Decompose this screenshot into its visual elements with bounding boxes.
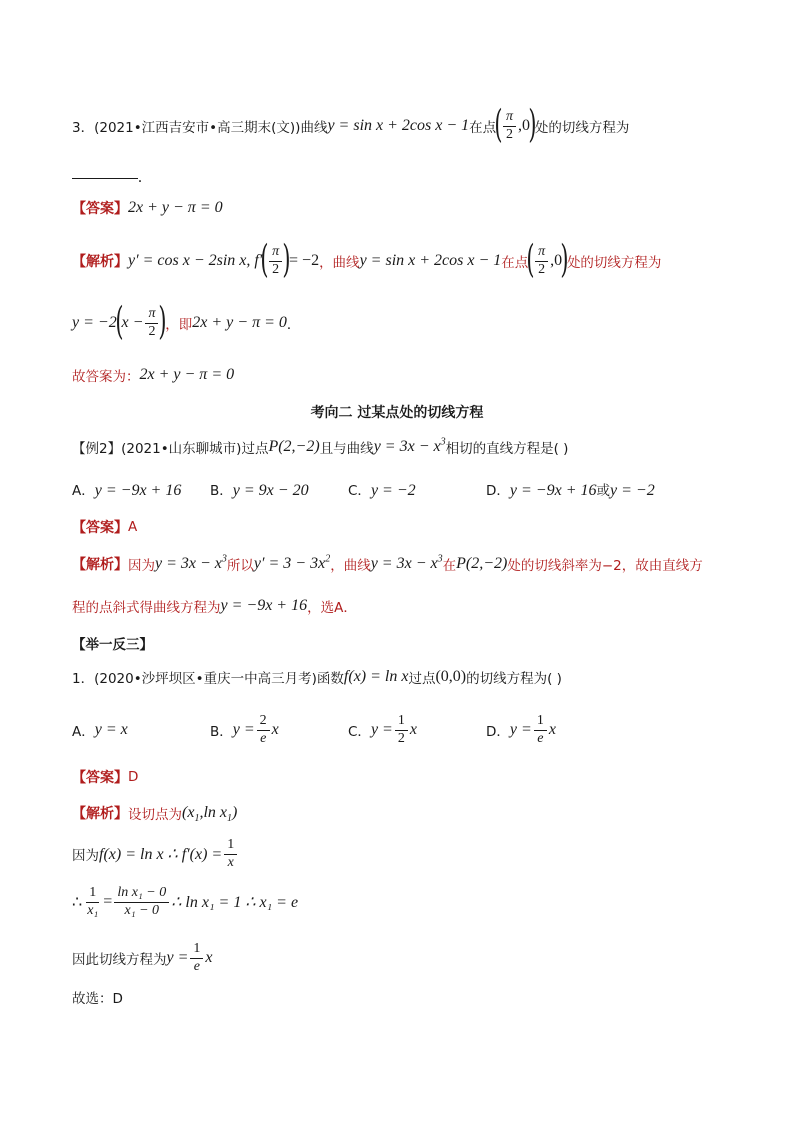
function-equation: f(x) = ln x [343,668,409,685]
section-title: 考向二 过某点处的切线方程 [310,405,484,421]
fraction: $\frac{1}{\text{x₁}}$ [87,884,99,918]
conclusion-text: 故答案为： [72,369,140,385]
equation: y = [166,949,189,966]
answer-q1 [72,766,734,788]
question-text: 函数 [316,671,344,687]
point-rest: ,0 [518,117,530,134]
fraction: $\frac{\pi}{2}$ [145,307,158,339]
variable: x [205,949,213,966]
option-a[interactable]: A． y = x [72,721,128,740]
left-paren: ( [260,237,269,281]
solution-3-line-1 [72,238,734,284]
answer-blank-line [72,168,734,188]
option-c[interactable]: C．y = −2 [348,481,416,499]
solution-text: 因为 [72,848,99,864]
solution-q1-line-4 [72,938,734,978]
practice-heading: 【举一反三】 [72,637,153,653]
solution-text: ，即 [165,317,193,333]
option-d[interactable]: D． y = $\frac{1}{e}$ x [486,712,556,746]
solution-text: ，曲线 [330,558,371,574]
period: . [138,169,142,186]
fraction: $\frac{\pi}{2}$ [269,245,282,277]
fraction: $\frac{1}{e}$ [190,942,203,974]
solution-ex2-line-2 [72,594,734,618]
answer-value: A [128,519,138,535]
therefore-symbol: ∴ [72,894,83,911]
tangent-point: ($x_1,\ln$ $x_1$) [182,804,238,825]
left-paren: ( [494,102,503,146]
point: P(2,−2) [456,555,508,572]
solution-text: ，曲线 [319,255,360,271]
question-number: 1． [72,671,95,687]
conclusion-3 [72,364,734,386]
point: (0,0) [435,668,467,685]
equation: y = −9x + 16 [220,597,308,614]
solution-text: 在 [442,558,457,574]
expression: x − [121,314,144,331]
question-number: 3． [72,120,95,136]
right-paren: ) [282,237,291,281]
answer-3 [72,197,734,219]
equation: $y = 3x - x^3$ [155,553,227,572]
example-2-options [72,478,734,500]
fraction: $\frac{1}{x}$ [224,838,237,870]
option-d[interactable]: D．y = −9x + 16或y = −2 [486,481,655,499]
solution-text: 因此切线方程为 [72,952,167,968]
question-text: 的切线方程为( ) [466,671,562,687]
final-choice: 故选：D [72,991,123,1007]
solution-text: 设切点为 [128,807,182,823]
curve-equation: $y = 3x - x^3$ [373,436,446,455]
option-c[interactable]: C． y = $\frac{1}{2}$ x [348,712,417,746]
question-text: 在点 [469,120,497,136]
solution-text: 处的切线方程为 [566,255,662,271]
solution-text: 处的切线斜率为−2，故由直线方 [507,558,703,574]
question-3 [72,104,734,148]
right-paren: ) [158,299,167,343]
solution-ex2-line-1 [72,552,734,576]
solution-3-line-2 [72,300,734,346]
solution-tag: 【解析】 [72,557,128,573]
solution-text: 因为 [128,558,155,574]
conclusion-equation: 2x + y − π = 0 [139,366,235,383]
solution-q1-line-1 [72,802,734,824]
slope-value: = −2 [289,252,320,269]
option-b[interactable]: B．y = 9x − 20 [210,481,309,499]
jyf-heading [72,632,734,654]
question-text: 过点 [241,441,269,457]
equation: $y = 3x - x^3$ [370,553,443,572]
period: ． [286,317,301,333]
result: ∴ ln x₁ = 1 ∴ x₁ = e [171,894,299,911]
equals: = [103,893,113,910]
solution-tag: 【解析】 [72,806,128,822]
answer-tag: 【答案】 [72,520,128,536]
question-text: 曲线 [300,120,328,136]
answer-tag: 【答案】 [72,201,128,217]
derivative: $y' = 3 - 3x^2$ [253,553,331,572]
question-text: 且与曲线 [319,441,374,457]
point: P(2,−2) [268,438,320,455]
solution-text: 在点 [501,255,529,271]
fraction: $\frac{\text{ln x₁ − 0}}{\text{x₁ − 0}}$ [114,886,169,918]
derivative: y′ = cos x − 2sin x, f′ [128,252,263,269]
question-source: (2020•沙坪坝区•重庆一中高三月考) [94,671,317,687]
derivative: f(x) = ln x ∴ f′(x) = [99,846,223,863]
left-paren: ( [526,237,535,281]
curve-equation: y = sin x + 2cos x − 1 [359,252,502,269]
solution-tag: 【解析】 [72,254,128,270]
option-b[interactable]: B． y = $\frac{2}{e}$ x [210,712,279,746]
point-fraction: $\frac{\pi}{2}$ [535,245,548,277]
solution-text: 程的点斜式得曲线方程为 [72,600,221,616]
left-paren: ( [115,299,124,343]
right-paren: ) [560,237,569,281]
point-fraction: $\frac{\pi}{2}$ [503,110,516,142]
answer-equation: 2x + y − π = 0 [128,199,223,216]
solution-q1-line-3 [72,882,734,922]
curve-equation: y = sin x + 2cos x − 1 [327,117,470,134]
point-rest: ,0 [550,252,563,269]
question-1-options [72,710,734,750]
question-1 [72,666,734,688]
answer-blank [72,177,138,179]
option-a[interactable]: A．y = −9x + 16 [72,481,182,499]
question-text: 过点 [408,671,436,687]
right-paren: ) [528,102,537,146]
answer-tag: 【答案】 [72,770,128,786]
question-text: 处的切线方程为 [534,120,630,136]
example-source: (2021•山东聊城市) [121,441,242,457]
answer-ex2 [72,516,734,538]
tangent-equation: y = −2 [72,314,117,331]
question-source: (2021•江西吉安市•高三期末(文)) [94,120,301,136]
solution-q1-line-2 [72,834,734,874]
answer-value: D [128,769,139,785]
solution-q1-line-5 [72,986,734,1008]
example-label: 【例2】 [72,441,122,457]
final-equation: 2x + y − π = 0 [192,314,287,331]
solution-text: 所以 [226,558,254,574]
example-2 [72,436,734,458]
solution-text: ，选A． [307,600,357,616]
question-text: 相切的直线方程是( ) [445,441,569,457]
